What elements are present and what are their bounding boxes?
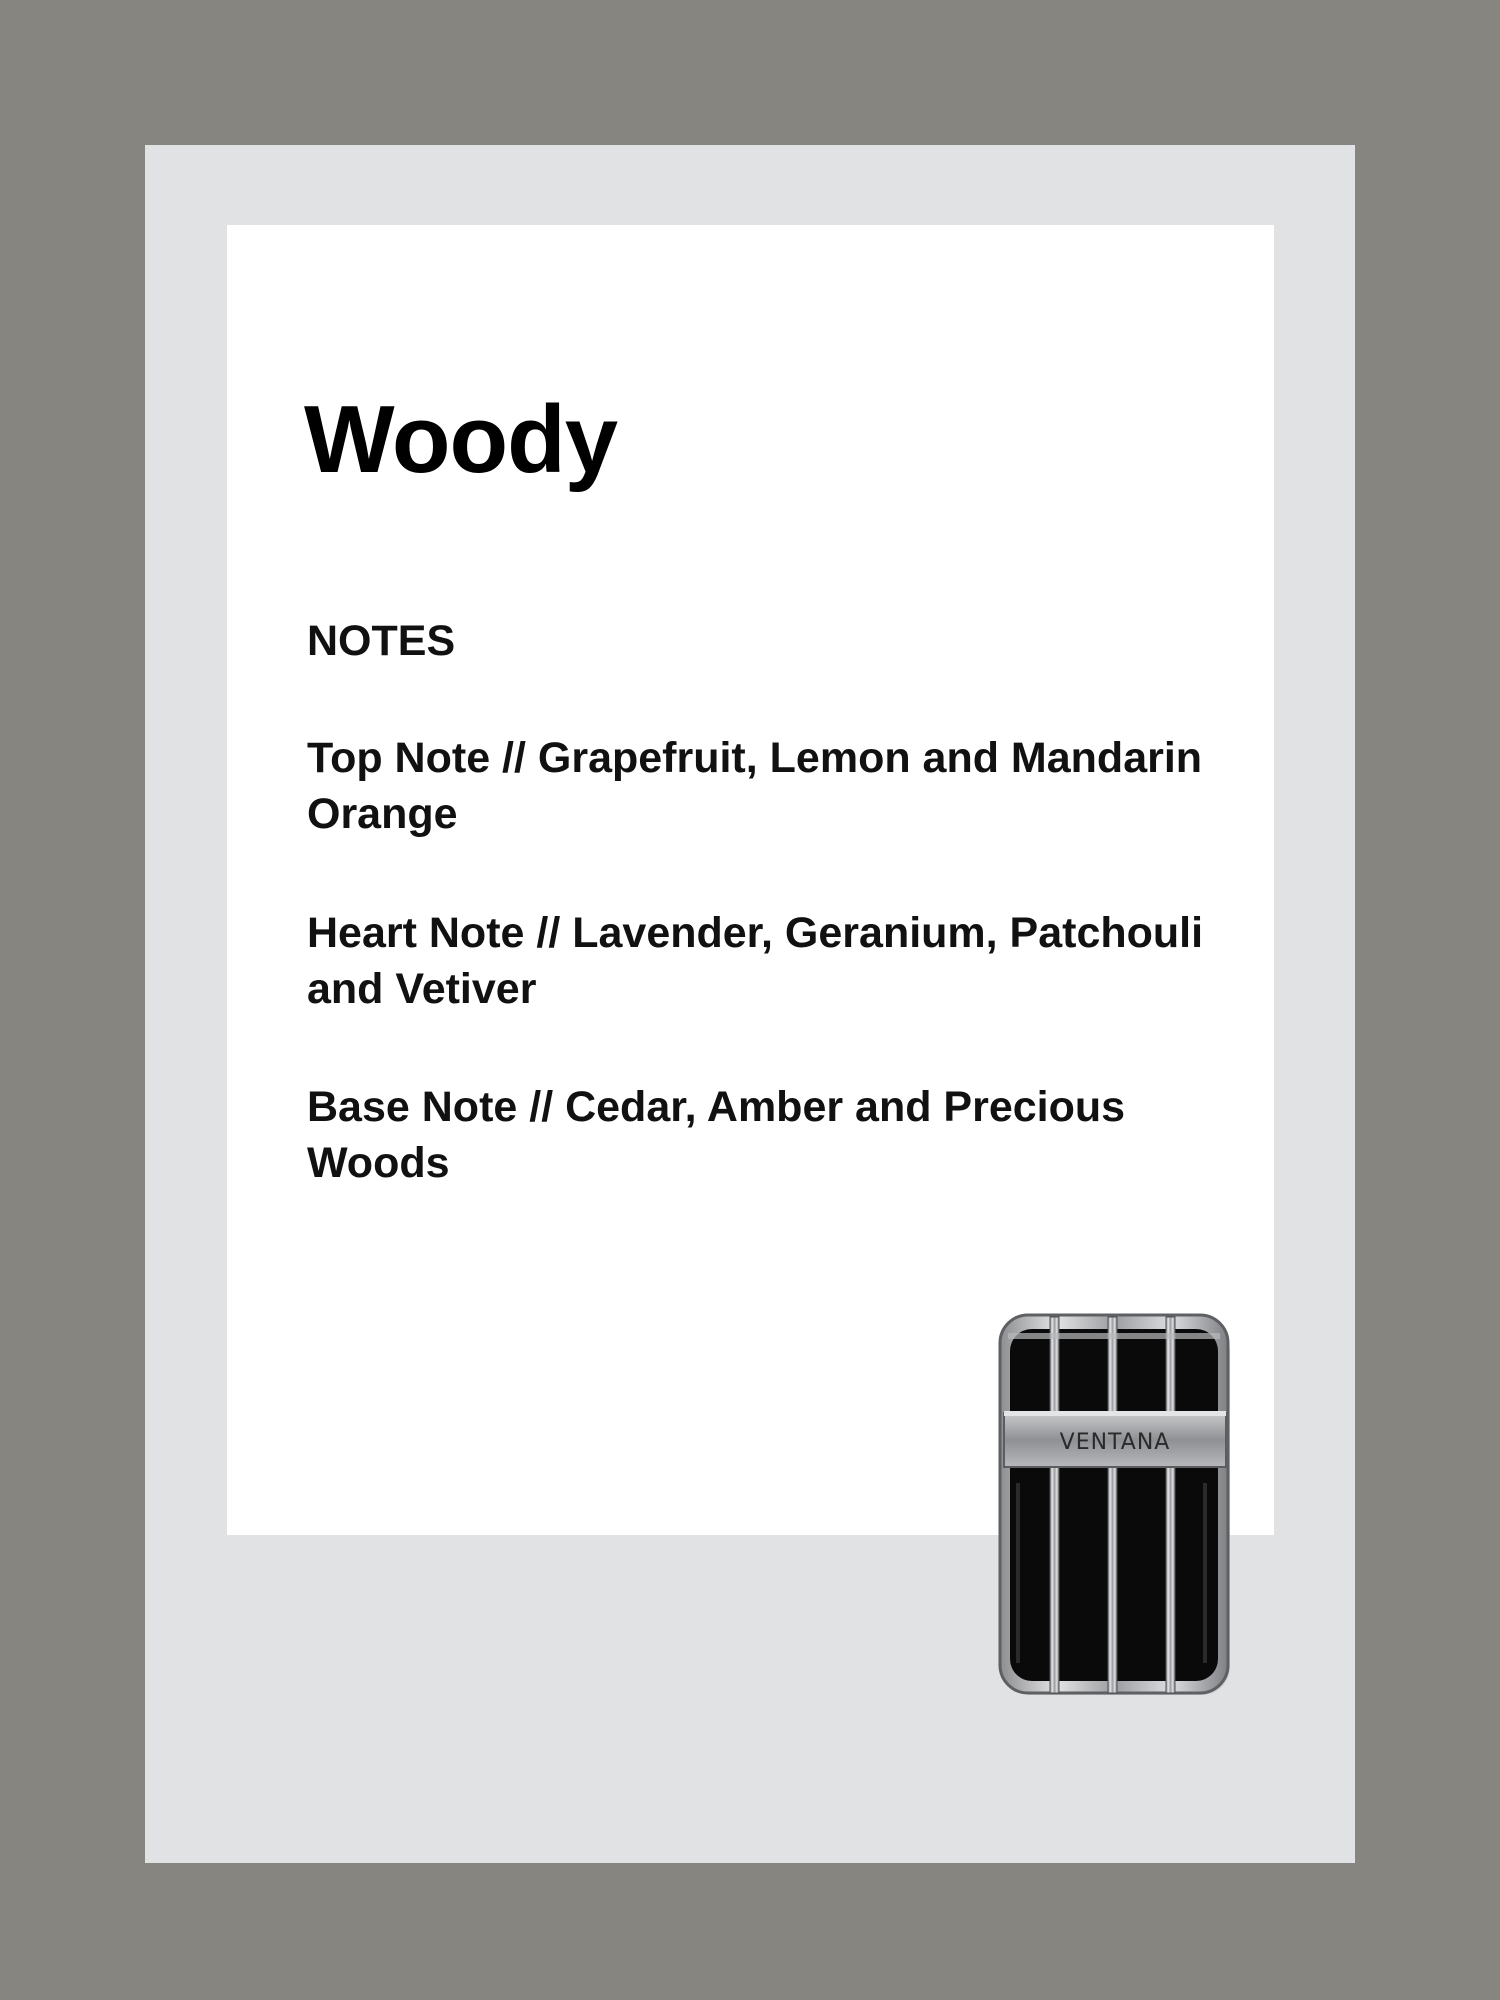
base-note: Base Note // Cedar, Amber and Precious Woods xyxy=(307,1083,1126,1187)
heart-note: Heart Note // Lavender, Geranium, Patchouli and Vetiver xyxy=(307,909,1204,1013)
notes-heading: NOTES xyxy=(307,617,456,665)
perfume-bottle-image xyxy=(998,1313,1234,1698)
top-note: Top Note // Grapefruit, Lemon and Mandarin Orange xyxy=(307,734,1203,838)
bottle-brand-label: VENTANA xyxy=(1059,1430,1171,1455)
fragrance-title: Woody xyxy=(304,386,618,493)
